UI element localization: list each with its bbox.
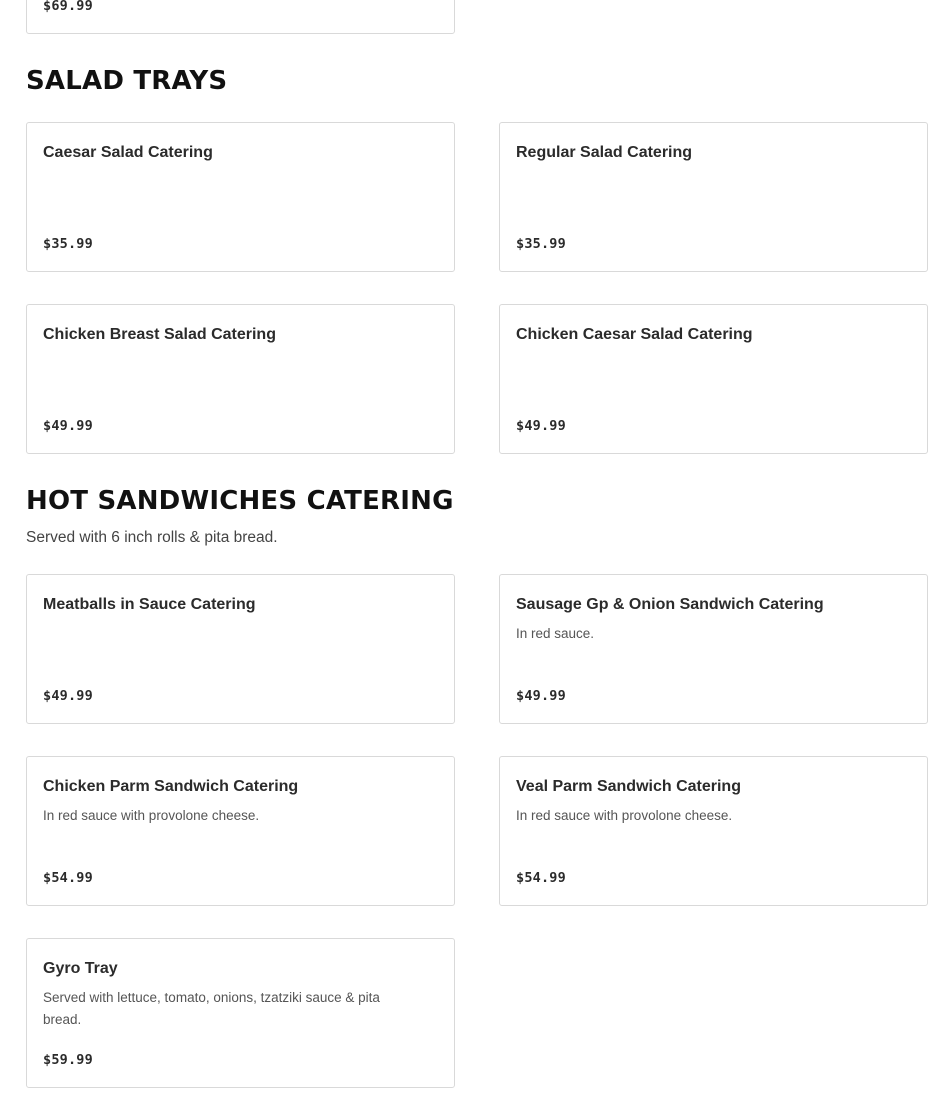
- menu-item-price: $49.99: [43, 418, 93, 434]
- menu-item-card[interactable]: [26, 574, 455, 724]
- menu-item-price: $54.99: [516, 870, 566, 886]
- menu-item-name: Veal Parm Sandwich Catering: [516, 778, 741, 795]
- menu-item-card[interactable]: [26, 756, 455, 906]
- menu-item-name: Chicken Parm Sandwich Catering: [43, 778, 299, 795]
- menu-item-price: $35.99: [516, 236, 566, 252]
- section-subtitle: Served with 6 inch rolls & pita bread.: [26, 529, 278, 546]
- menu-item-name: Meatballs in Sauce Catering: [43, 596, 256, 613]
- menu-item-name: Caesar Salad Catering: [43, 144, 213, 161]
- menu-item-name: Chicken Breast Salad Catering: [43, 326, 276, 343]
- menu-item-card[interactable]: [26, 0, 455, 34]
- menu-item-description: In red sauce with provolone cheese.: [43, 808, 260, 823]
- menu-item-card[interactable]: [499, 756, 928, 906]
- menu-item-card[interactable]: [499, 122, 928, 272]
- menu-item-card[interactable]: [499, 574, 928, 724]
- menu-item-price: $49.99: [516, 688, 566, 704]
- menu-item-price: $35.99: [43, 236, 93, 252]
- menu-item-description: Served with lettuce, tomato, onions, tzatziki sauce & pita bread.: [43, 990, 380, 1027]
- menu-item-price: $49.99: [43, 688, 93, 704]
- menu-item-name: Gyro Tray: [43, 960, 118, 977]
- menu-item-card[interactable]: [26, 938, 455, 1088]
- menu-item-price: $49.99: [516, 418, 566, 434]
- menu-item-description: In red sauce with provolone cheese.: [516, 808, 733, 823]
- menu-item-name: Chicken Caesar Salad Catering: [516, 326, 753, 343]
- menu-item-name: Regular Salad Catering: [516, 144, 693, 161]
- menu-item-name: Sausage Gp & Onion Sandwich Catering: [516, 596, 824, 613]
- menu-item-price: $59.99: [43, 1052, 93, 1068]
- menu-item-card[interactable]: [499, 304, 928, 454]
- menu-item-card[interactable]: [26, 122, 455, 272]
- menu-item-description: In red sauce.: [516, 626, 595, 641]
- menu-item-price: $54.99: [43, 870, 93, 886]
- section-title-salad-trays: SALAD TRAYS: [26, 66, 228, 96]
- menu-item-price: $69.99: [43, 0, 93, 14]
- section-title-hot-sandwiches: HOT SANDWICHES CATERING: [26, 486, 454, 516]
- menu-item-card[interactable]: [26, 304, 455, 454]
